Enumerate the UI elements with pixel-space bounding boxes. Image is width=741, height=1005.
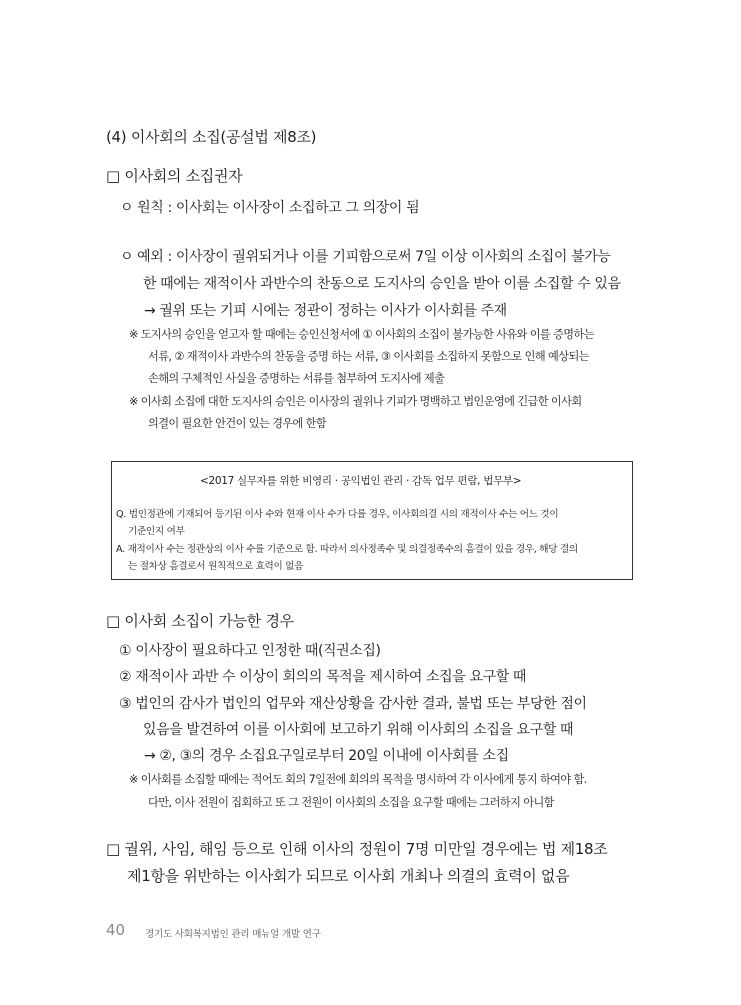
case-item-3-line1: ③ 법인의 감사가 법인의 업무와 재산상황을 감사한 결과, 불법 또는 부당한 점이 xyxy=(119,696,587,712)
qa-question-line2: 기준인지 여부 xyxy=(128,526,185,537)
section2-note-line2: 다만, 이사 전원이 집회하고 또 그 전원이 이사회의 소집을 요구할 때에는 그러하지 아니함 xyxy=(148,796,554,809)
note2-line1: ※ 이사회 소집에 대한 도지사의 승인은 이사장의 궐위나 기피가 명백하고 법인운영에 긴급한 이사회 xyxy=(129,395,582,408)
case-item-3-line2: 있음을 발견하여 이를 이사회에 보고하기 위해 이사회의 소집을 요구할 때 xyxy=(143,722,574,738)
note2-line2: 의결이 필요한 안건이 있는 경우에 한함 xyxy=(148,417,327,430)
note1-line3: 손해의 구체적인 사실을 증명하는 서류를 첨부하여 도지사에 제출 xyxy=(148,372,445,385)
page-number: 40 xyxy=(106,921,126,939)
section2-title: □ 이사회 소집이 가능한 경우 xyxy=(106,612,294,630)
qa-question-line1: Q. 법인정관에 기재되어 등기된 이사 수와 현재 이사 수가 다를 경우, 이사회의결 시의 재적이사 수는 어느 것이 xyxy=(116,509,559,520)
qa-box-title: <2017 실무자를 위한 비영리 · 공익법인 관리 · 감독 업무 편람, 법무부> xyxy=(200,475,522,487)
exception-item-line2: 한 때에는 재적이사 과반수의 찬동으로 도지사의 승인을 받아 이를 소집할 수 있음 xyxy=(143,276,621,292)
case-item-2: ② 재적이사 과반 수 이상이 회의의 목적을 제시하여 소집을 요구할 때 xyxy=(119,669,526,685)
section-heading: (4) 이사회의 소집(공설법 제8조) xyxy=(106,128,317,146)
qa-answer-line2: 는 절차상 흠결로서 원칙적으로 효력이 없음 xyxy=(128,561,304,572)
principle-item: ㅇ 원칙 : 이사회는 이사장이 소집하고 그 의장이 됨 xyxy=(120,200,420,216)
note1-line1: ※ 도지사의 승인을 얻고자 할 때에는 승인신청서에 ① 이사회의 소집이 불가능한 사유와 이를 증명하는 xyxy=(129,328,594,341)
note1-line2: 서류, ② 재적이사 과반수의 찬동을 증명 하는 서류, ③ 이사회를 소집하지 못함으로 인해 예상되는 xyxy=(148,350,589,363)
section1-title: □ 이사회의 소집권자 xyxy=(106,167,243,185)
section2-note-line1: ※ 이사회를 소집할 때에는 적어도 회의 7일전에 회의의 목적을 명시하여 각 이사에게 통지 하여야 함. xyxy=(129,773,587,786)
exception-arrow-note: → 궐위 또는 기피 시에는 정관이 정하는 이사가 이사회를 주재 xyxy=(144,303,507,319)
case-item-1: ① 이사장이 필요하다고 인정한 때(직권소집) xyxy=(119,643,381,659)
section3-line2: 제1항을 위반하는 이사회가 되므로 이사회 개최나 의결의 효력이 없음 xyxy=(127,867,570,885)
book-title: 경기도 사회복지법인 관리 매뉴얼 개발 연구 xyxy=(145,929,321,940)
section3-line1: □ 궐위, 사임, 해임 등으로 인해 이사의 정원이 7명 미만일 경우에는 법 제18조 xyxy=(106,840,608,858)
exception-item-line1: ㅇ 예외 : 이사장이 궐위되거나 이를 기피함으로써 7일 이상 이사회의 소집이 불가능 xyxy=(120,249,611,265)
qa-answer-line1: A. 재적이사 수는 정관상의 이사 수를 기준으로 함. 따라서 의사정족수 및 의결정족수의 흠결이 있을 경우, 해당 결의 xyxy=(116,544,578,555)
case-arrow-note: → ②, ③의 경우 소집요구일로부터 20일 이내에 이사회를 소집 xyxy=(144,748,509,764)
